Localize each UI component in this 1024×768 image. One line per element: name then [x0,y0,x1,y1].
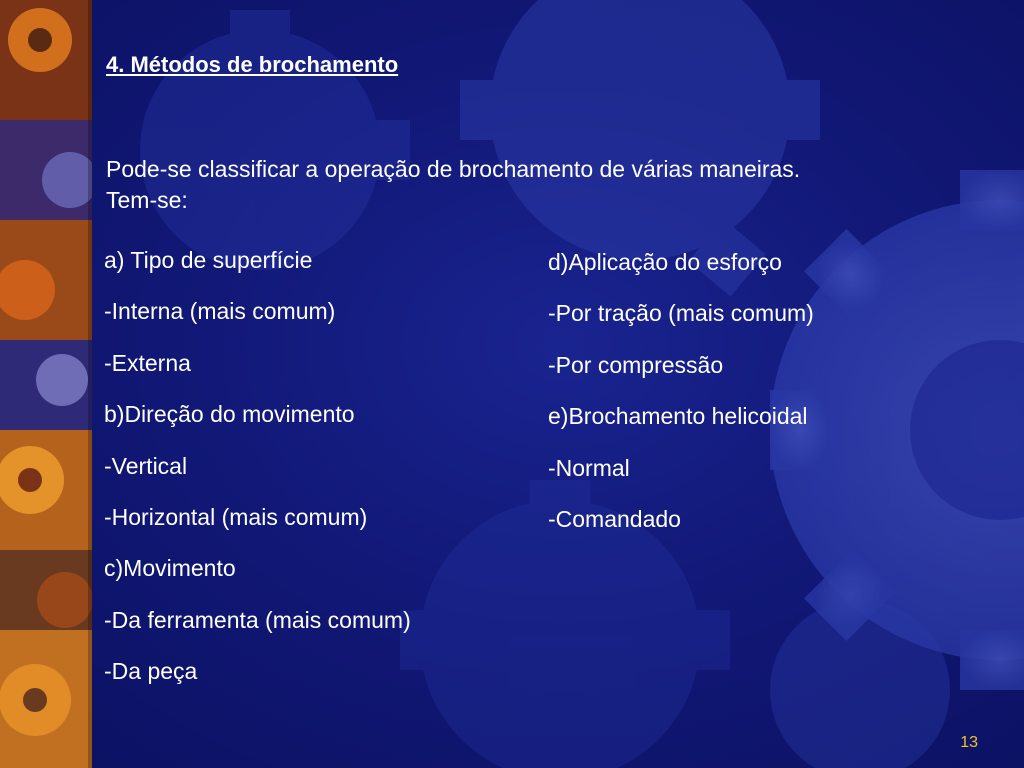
intro-paragraph [106,154,1006,216]
right-column-list [548,249,814,557]
intro-line: Tem-se: [106,187,188,213]
list-item: -Da peça [104,658,198,685]
list-item: d)Aplicação do esforço [548,249,782,275]
slide-title: 4. Métodos de brochamento [106,52,399,77]
list-item: c)Movimento [104,555,236,582]
list-item: -Comandado [548,505,681,532]
list-item: -Horizontal (mais comum) [104,503,368,530]
left-column-list [104,247,411,710]
list-item: -Externa [104,349,191,376]
intro-line: Pode-se classificar a operação de brochamento de várias maneiras. [106,156,801,182]
list-item: -Normal [548,454,630,481]
list-item: -Por tração (mais comum) [548,300,814,327]
list-item: e)Brochamento helicoidal [548,403,808,430]
page-number: 13 [960,734,978,751]
list-item: -Vertical [104,452,188,479]
list-item: -Interna (mais comum) [104,298,336,325]
list-item: a) Tipo de superfície [104,247,313,273]
decorative-gear-strip [0,0,92,768]
list-item: -Da ferramenta (mais comum) [104,606,411,633]
list-item: b)Direção do movimento [104,401,355,428]
list-item: -Por compressão [548,351,724,378]
